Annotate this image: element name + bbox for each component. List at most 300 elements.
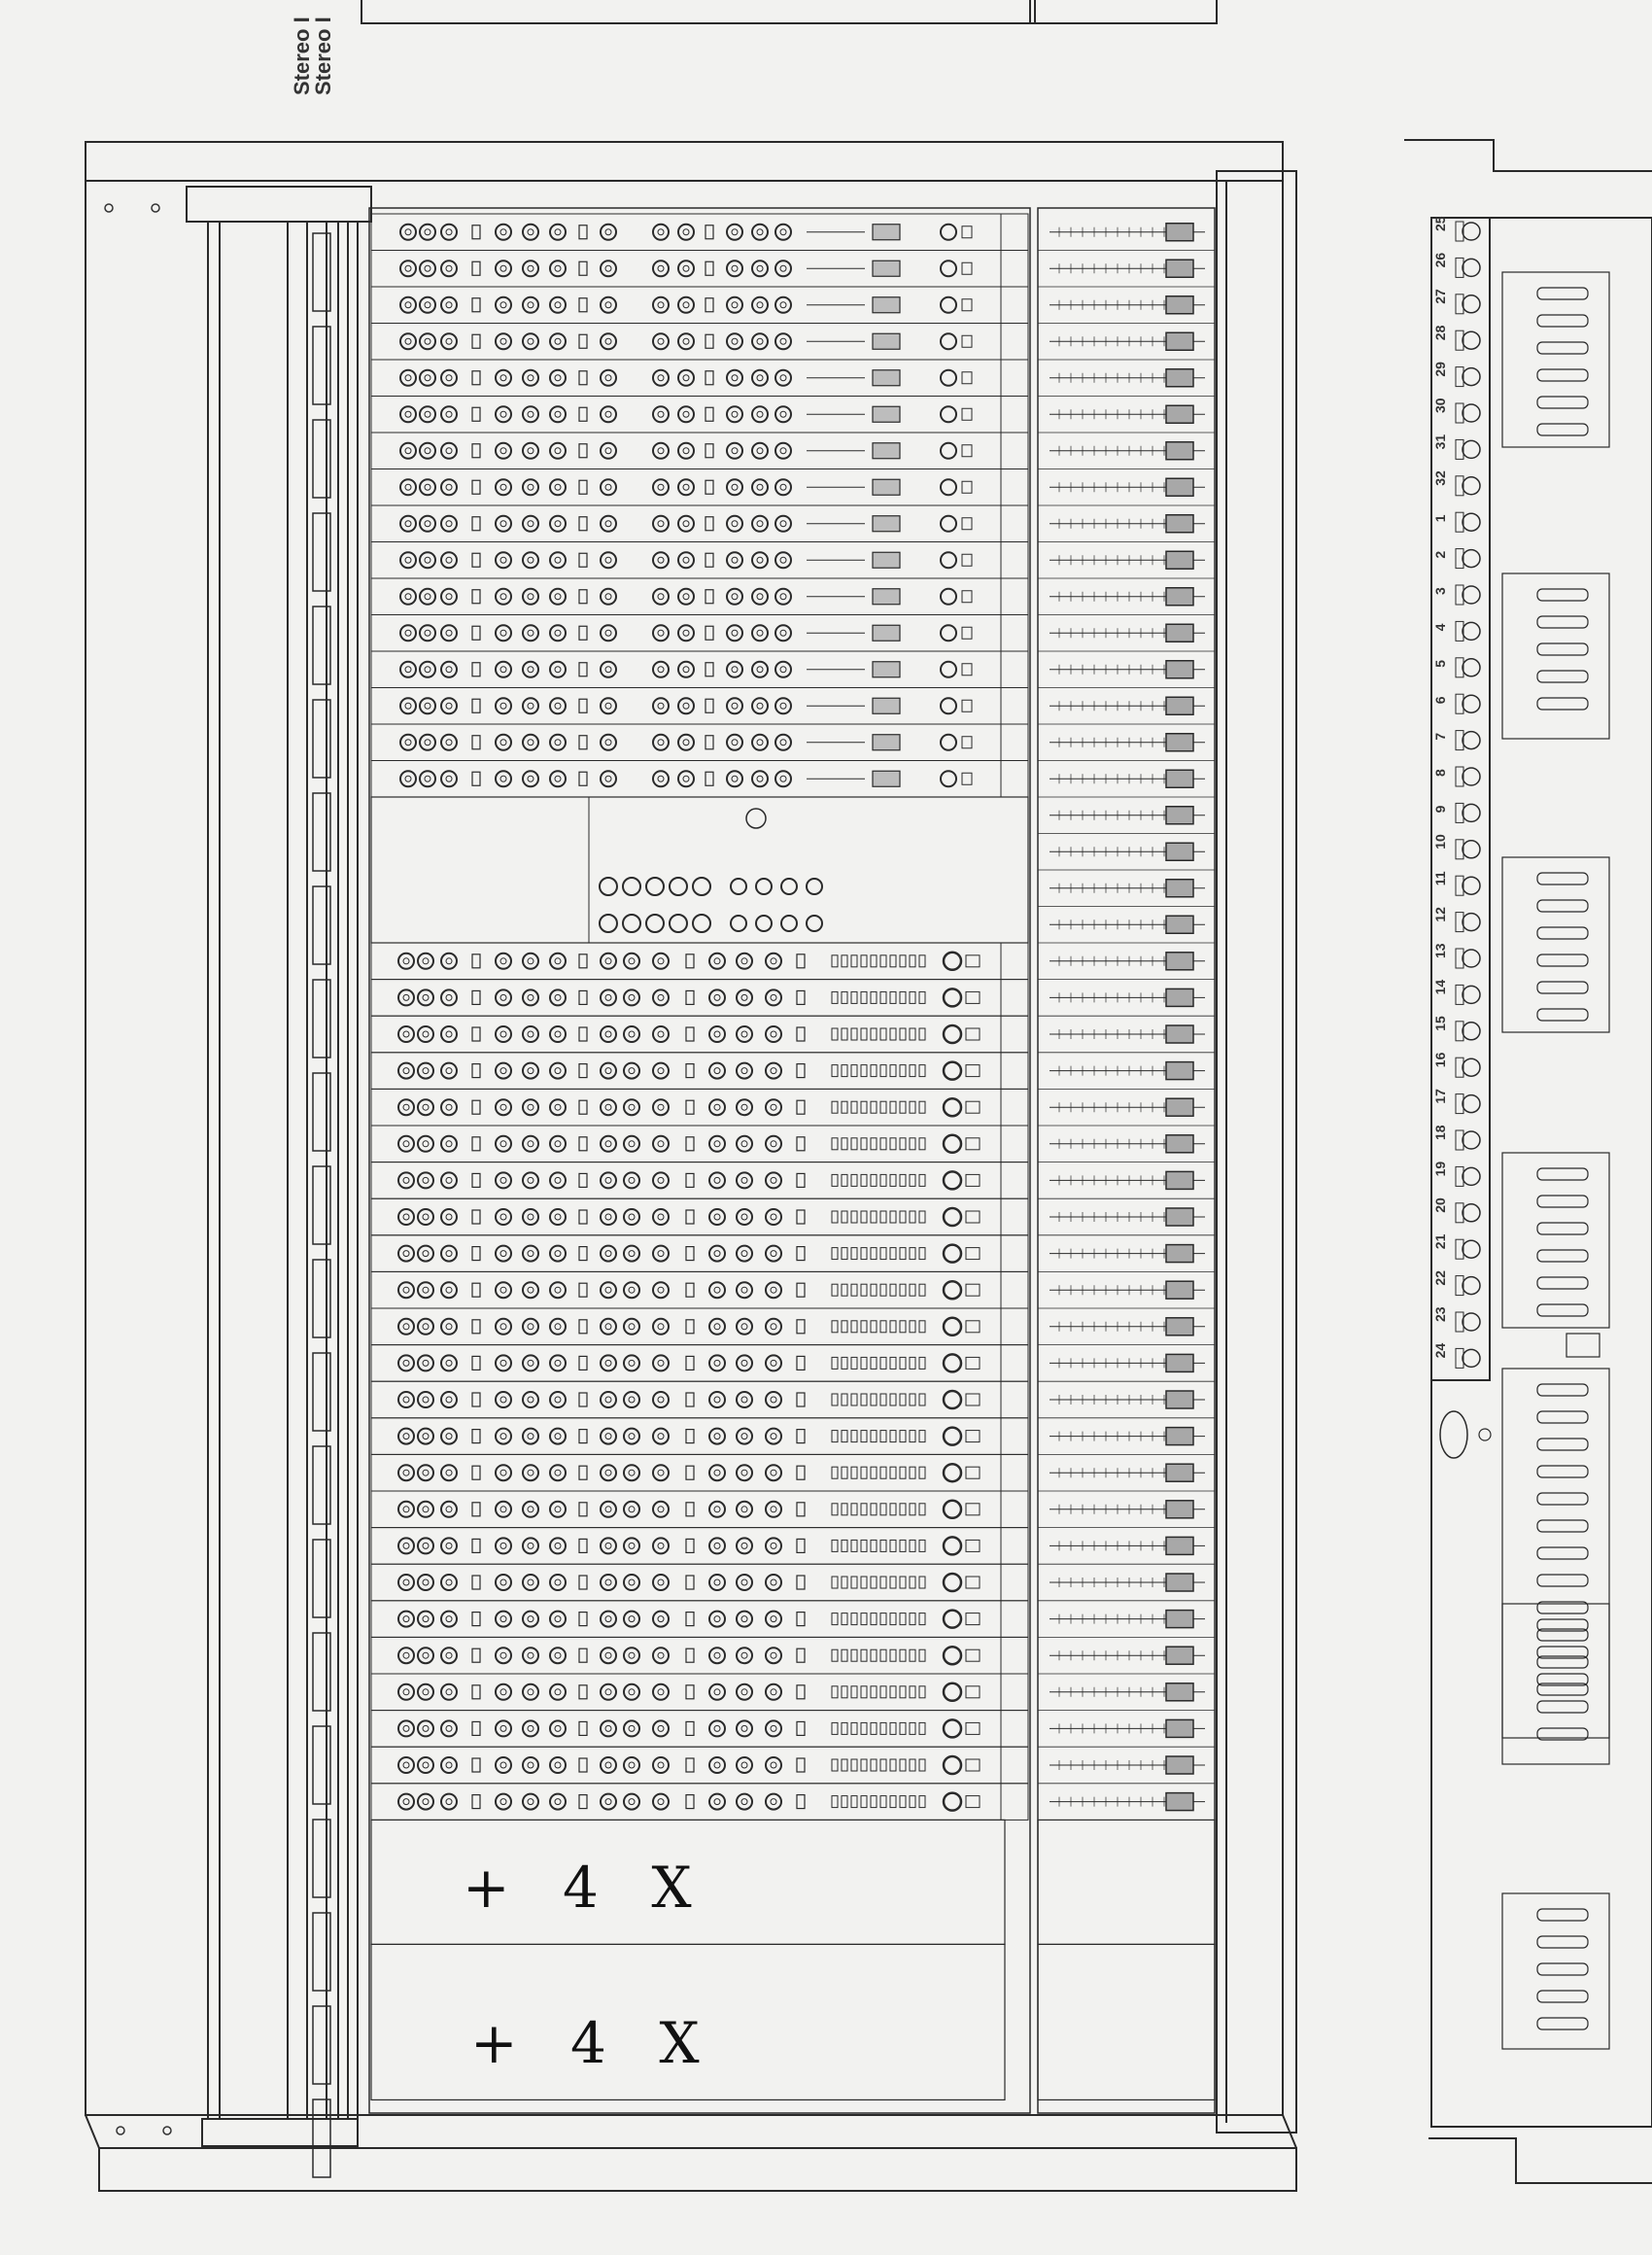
knob xyxy=(601,443,616,459)
xlr-connector xyxy=(1463,1240,1480,1258)
multipin-connector xyxy=(1537,1250,1588,1262)
knob xyxy=(400,333,416,349)
mini-fader-cap xyxy=(873,771,900,786)
switch xyxy=(472,736,480,749)
knob-center xyxy=(771,1031,776,1037)
multipin-connector xyxy=(1537,1701,1588,1713)
knob xyxy=(941,333,956,349)
knob xyxy=(678,406,694,422)
knob xyxy=(496,297,511,313)
knob xyxy=(523,954,538,969)
switch xyxy=(472,1466,480,1479)
channel-strip xyxy=(371,1711,1028,1748)
knob xyxy=(601,1502,616,1517)
knob-center xyxy=(741,1470,747,1475)
knob-center xyxy=(528,1434,533,1440)
fader-cap xyxy=(1166,478,1193,496)
knob xyxy=(418,1720,433,1736)
connector-number: 31 xyxy=(1432,434,1448,450)
knob-center xyxy=(403,1616,409,1622)
switch xyxy=(962,445,972,457)
switch xyxy=(472,444,480,458)
knob xyxy=(400,406,416,422)
knob-center xyxy=(555,1287,561,1293)
switch xyxy=(966,1028,980,1040)
multipin-connector xyxy=(1537,589,1588,601)
xlr-connector xyxy=(1463,368,1480,386)
knob xyxy=(941,479,956,495)
knob xyxy=(420,771,435,786)
switch xyxy=(579,699,587,712)
routing-button xyxy=(861,1174,867,1186)
routing-button xyxy=(910,1467,915,1478)
knob xyxy=(496,662,511,677)
knob-center xyxy=(446,1104,452,1110)
routing-button xyxy=(900,1357,906,1369)
knob-center xyxy=(446,1434,452,1440)
routing-button xyxy=(861,1101,867,1113)
switch xyxy=(797,1137,805,1151)
knob xyxy=(398,1026,414,1042)
routing-button xyxy=(832,1649,838,1661)
xlr-connector xyxy=(1463,950,1480,967)
routing-button xyxy=(919,1722,925,1734)
switch xyxy=(579,1576,587,1589)
routing-button xyxy=(871,1722,877,1734)
routing-button xyxy=(861,1028,867,1040)
knob-center xyxy=(683,630,689,636)
knob-center xyxy=(403,958,409,964)
knob xyxy=(766,1209,781,1225)
knob xyxy=(737,1392,752,1407)
connector-number: 8 xyxy=(1432,769,1448,777)
knob-center xyxy=(605,1470,611,1475)
knob-center xyxy=(658,484,664,490)
knob-center xyxy=(500,1725,506,1731)
knob xyxy=(944,1245,961,1263)
knob xyxy=(550,1099,566,1115)
switch xyxy=(472,626,480,640)
knob-center xyxy=(605,1287,611,1293)
knob-center xyxy=(500,1616,506,1622)
switch xyxy=(966,1357,980,1369)
knob-center xyxy=(405,265,411,271)
knob-center xyxy=(780,740,786,746)
knob xyxy=(441,552,457,568)
knob-center xyxy=(500,1177,506,1183)
xlr-connector xyxy=(1463,331,1480,349)
knob xyxy=(441,260,457,276)
routing-button xyxy=(842,1321,847,1333)
multipin-group xyxy=(1502,1893,1609,2049)
knob-center xyxy=(629,1434,635,1440)
knob xyxy=(550,954,566,969)
knob xyxy=(944,953,961,970)
knob-center xyxy=(446,1287,452,1293)
knob-center xyxy=(555,484,561,490)
knob-center xyxy=(714,1579,720,1585)
knob xyxy=(441,333,457,349)
knob xyxy=(441,1612,457,1627)
knob xyxy=(441,1648,457,1663)
knob xyxy=(441,1538,457,1553)
knob xyxy=(550,1355,566,1370)
knob-center xyxy=(405,229,411,235)
knob xyxy=(523,1538,538,1553)
knob-center xyxy=(500,1251,506,1257)
master-knob xyxy=(670,878,687,895)
knob xyxy=(709,1794,725,1810)
knob-center xyxy=(732,740,738,746)
routing-button xyxy=(919,1431,925,1442)
xlr-connector xyxy=(1463,1349,1480,1367)
knob-center xyxy=(741,1324,747,1330)
knob xyxy=(737,989,752,1005)
channel-strip xyxy=(371,1345,1028,1382)
channel-strip xyxy=(371,1674,1028,1711)
fader-cap xyxy=(1166,989,1193,1006)
knob xyxy=(523,1026,538,1042)
switch xyxy=(706,261,713,275)
switch xyxy=(686,1430,694,1443)
knob xyxy=(653,1720,669,1736)
routing-button xyxy=(832,1759,838,1771)
routing-button xyxy=(919,1504,925,1515)
fader-cap xyxy=(1166,953,1193,970)
switch xyxy=(706,371,713,385)
knob xyxy=(441,1282,457,1298)
left-connector-panel xyxy=(313,2099,330,2177)
left-connector-panel xyxy=(313,886,330,964)
knob xyxy=(496,1502,511,1517)
knob xyxy=(398,1355,414,1370)
switch xyxy=(472,1100,480,1114)
knob xyxy=(400,625,416,641)
switch xyxy=(966,1686,980,1698)
fader-cap xyxy=(1166,807,1193,824)
knob xyxy=(523,370,538,386)
knob-center xyxy=(605,1068,611,1074)
knob-center xyxy=(446,1214,452,1220)
xlr-connector xyxy=(1463,622,1480,640)
switch xyxy=(797,1393,805,1406)
routing-button xyxy=(871,955,877,967)
routing-button xyxy=(900,1577,906,1588)
knob xyxy=(653,1063,669,1079)
knob-center xyxy=(732,630,738,636)
knob-center xyxy=(446,1141,452,1147)
routing-button xyxy=(890,1321,896,1333)
connector-number: 23 xyxy=(1432,1306,1448,1322)
knob xyxy=(653,1684,669,1700)
knob-center xyxy=(528,229,533,235)
knob-center xyxy=(629,1177,635,1183)
knob xyxy=(398,1720,414,1736)
knob-center xyxy=(500,1287,506,1293)
knob xyxy=(398,1319,414,1335)
knob-center xyxy=(658,1068,664,1074)
knob-center xyxy=(403,1543,409,1548)
knob-center xyxy=(683,557,689,563)
knob-center xyxy=(683,448,689,454)
knob xyxy=(653,625,669,641)
switch xyxy=(962,591,972,603)
knob-center xyxy=(658,1689,664,1695)
knob xyxy=(496,479,511,495)
master-knob xyxy=(781,879,797,894)
routing-button xyxy=(861,1649,867,1661)
xlr-connector xyxy=(1463,223,1480,240)
routing-button xyxy=(890,955,896,967)
knob-center xyxy=(528,1287,533,1293)
knob xyxy=(601,1099,616,1115)
knob xyxy=(418,1063,433,1079)
knob xyxy=(752,443,768,459)
switch xyxy=(472,1721,480,1735)
multipin-connector xyxy=(1537,1009,1588,1021)
routing-button xyxy=(890,1759,896,1771)
routing-button xyxy=(890,1686,896,1698)
knob-center xyxy=(423,1652,429,1658)
knob-center xyxy=(757,776,763,781)
fader-cap xyxy=(1166,843,1193,860)
knob-center xyxy=(555,1324,561,1330)
knob-center xyxy=(528,265,533,271)
knob xyxy=(441,1026,457,1042)
fader-cap xyxy=(1166,1537,1193,1554)
knob-center xyxy=(500,229,506,235)
knob xyxy=(624,1757,639,1773)
routing-button xyxy=(842,1467,847,1478)
knob-center xyxy=(423,1068,429,1074)
knob-center xyxy=(714,1287,720,1293)
knob xyxy=(523,1648,538,1663)
fader-cap xyxy=(1166,734,1193,751)
multipin-connector xyxy=(1537,1493,1588,1505)
knob xyxy=(678,771,694,786)
knob xyxy=(941,516,956,532)
knob xyxy=(523,1099,538,1115)
knob xyxy=(398,989,414,1005)
knob-center xyxy=(757,375,763,381)
knob xyxy=(737,1575,752,1590)
knob xyxy=(775,370,791,386)
knob-center xyxy=(714,1141,720,1147)
knob-center xyxy=(403,1470,409,1475)
routing-button xyxy=(910,1759,915,1771)
switch xyxy=(579,334,587,348)
knob xyxy=(653,698,669,713)
knob-center xyxy=(714,1031,720,1037)
knob xyxy=(752,698,768,713)
routing-button xyxy=(871,1284,877,1296)
routing-button xyxy=(842,1504,847,1515)
knob xyxy=(624,954,639,969)
channel-strip xyxy=(371,943,1028,980)
switch xyxy=(472,954,480,968)
knob xyxy=(653,370,669,386)
routing-button xyxy=(842,1211,847,1223)
blank-fader-panel-lower xyxy=(1038,1944,1215,2099)
knob xyxy=(766,1648,781,1663)
knob-center xyxy=(425,302,430,308)
knob-center xyxy=(446,1725,452,1731)
switch xyxy=(797,1721,805,1735)
knob xyxy=(601,954,616,969)
knob-center xyxy=(528,594,533,600)
knob-center xyxy=(555,958,561,964)
knob-center xyxy=(555,1725,561,1731)
knob xyxy=(709,1136,725,1152)
switch xyxy=(966,1284,980,1296)
routing-button xyxy=(861,1248,867,1260)
knob-center xyxy=(771,1507,776,1512)
switch xyxy=(797,1576,805,1589)
switch xyxy=(579,444,587,458)
routing-button xyxy=(851,1394,857,1405)
knob xyxy=(737,1538,752,1553)
knob xyxy=(941,225,956,240)
channel-strip xyxy=(371,1747,1028,1784)
knob xyxy=(944,1025,961,1043)
multipin-connector xyxy=(1537,1411,1588,1423)
switch xyxy=(966,1540,980,1551)
knob xyxy=(709,954,725,969)
knob-center xyxy=(605,776,611,781)
knob xyxy=(624,1355,639,1370)
fader-cap xyxy=(1166,1135,1193,1153)
switch xyxy=(686,1539,694,1552)
knob xyxy=(709,1538,725,1553)
knob-center xyxy=(732,411,738,417)
multipin-connector xyxy=(1537,2018,1588,2030)
switch xyxy=(966,1431,980,1442)
connector-number: 3 xyxy=(1432,587,1448,595)
knob xyxy=(752,479,768,495)
knob xyxy=(496,1648,511,1663)
knob-center xyxy=(528,1324,533,1330)
connector-number: 18 xyxy=(1432,1125,1448,1140)
knob-center xyxy=(658,557,664,563)
knob-center xyxy=(403,994,409,1000)
knob-center xyxy=(500,1799,506,1805)
routing-button xyxy=(900,1394,906,1405)
knob xyxy=(678,735,694,750)
knob xyxy=(420,297,435,313)
knob-center xyxy=(780,557,786,563)
knob-center xyxy=(780,703,786,709)
knob xyxy=(601,1355,616,1370)
knob xyxy=(420,260,435,276)
knob xyxy=(420,406,435,422)
fader-cap xyxy=(1166,296,1193,314)
switch xyxy=(579,261,587,275)
knob-center xyxy=(629,1287,635,1293)
knob-center xyxy=(771,1141,776,1147)
knob xyxy=(400,771,416,786)
knob xyxy=(550,1612,566,1627)
knob-center xyxy=(732,703,738,709)
knob-center xyxy=(403,1507,409,1512)
knob-center xyxy=(757,740,763,746)
knob xyxy=(737,1502,752,1517)
connector-number: 10 xyxy=(1432,834,1448,850)
knob xyxy=(601,406,616,422)
switch xyxy=(797,1320,805,1334)
knob xyxy=(550,1429,566,1444)
knob-center xyxy=(714,1251,720,1257)
multipin-group xyxy=(1502,857,1609,1032)
knob xyxy=(653,516,669,532)
knob xyxy=(523,1575,538,1590)
mini-fader-cap xyxy=(873,443,900,459)
knob xyxy=(550,297,566,313)
master-knob xyxy=(623,915,640,932)
knob xyxy=(418,1355,433,1370)
routing-button xyxy=(832,1686,838,1698)
fader-cap xyxy=(1166,1098,1193,1116)
knob xyxy=(441,1172,457,1188)
fader-cap xyxy=(1166,624,1193,642)
knob-center xyxy=(405,630,411,636)
knob xyxy=(601,1172,616,1188)
routing-button xyxy=(890,1101,896,1113)
knob xyxy=(766,1136,781,1152)
knob xyxy=(624,1319,639,1335)
fader-cap xyxy=(1166,1647,1193,1664)
routing-button xyxy=(842,1028,847,1040)
knob-center xyxy=(423,1799,429,1805)
connector-number: 7 xyxy=(1432,732,1448,741)
knob xyxy=(496,1355,511,1370)
knob-center xyxy=(683,265,689,271)
knob xyxy=(496,225,511,240)
routing-button xyxy=(890,1649,896,1661)
channel-strip xyxy=(371,615,1028,652)
knob xyxy=(766,1355,781,1370)
switch xyxy=(797,990,805,1004)
knob-center xyxy=(500,1434,506,1440)
switch xyxy=(579,990,587,1004)
knob xyxy=(727,735,742,750)
knob xyxy=(653,662,669,677)
knob-center xyxy=(629,1507,635,1512)
knob xyxy=(496,771,511,786)
switch xyxy=(579,1247,587,1261)
routing-button xyxy=(910,1613,915,1625)
knob xyxy=(624,1172,639,1188)
knob-center xyxy=(605,448,611,454)
knob-center xyxy=(605,1507,611,1512)
knob-center xyxy=(605,958,611,964)
knob-center xyxy=(629,1652,635,1658)
switch xyxy=(579,1795,587,1809)
switch xyxy=(472,1503,480,1516)
knob-center xyxy=(500,630,506,636)
knob-center xyxy=(780,265,786,271)
knob-center xyxy=(605,1616,611,1622)
knob-center xyxy=(446,703,452,709)
knob xyxy=(653,589,669,605)
routing-button xyxy=(832,1248,838,1260)
knob xyxy=(727,698,742,713)
knob-center xyxy=(555,229,561,235)
switch xyxy=(579,1283,587,1297)
routing-button xyxy=(919,1540,925,1551)
left-connector-panel xyxy=(313,2006,330,2084)
knob-center xyxy=(500,338,506,344)
knob xyxy=(400,443,416,459)
